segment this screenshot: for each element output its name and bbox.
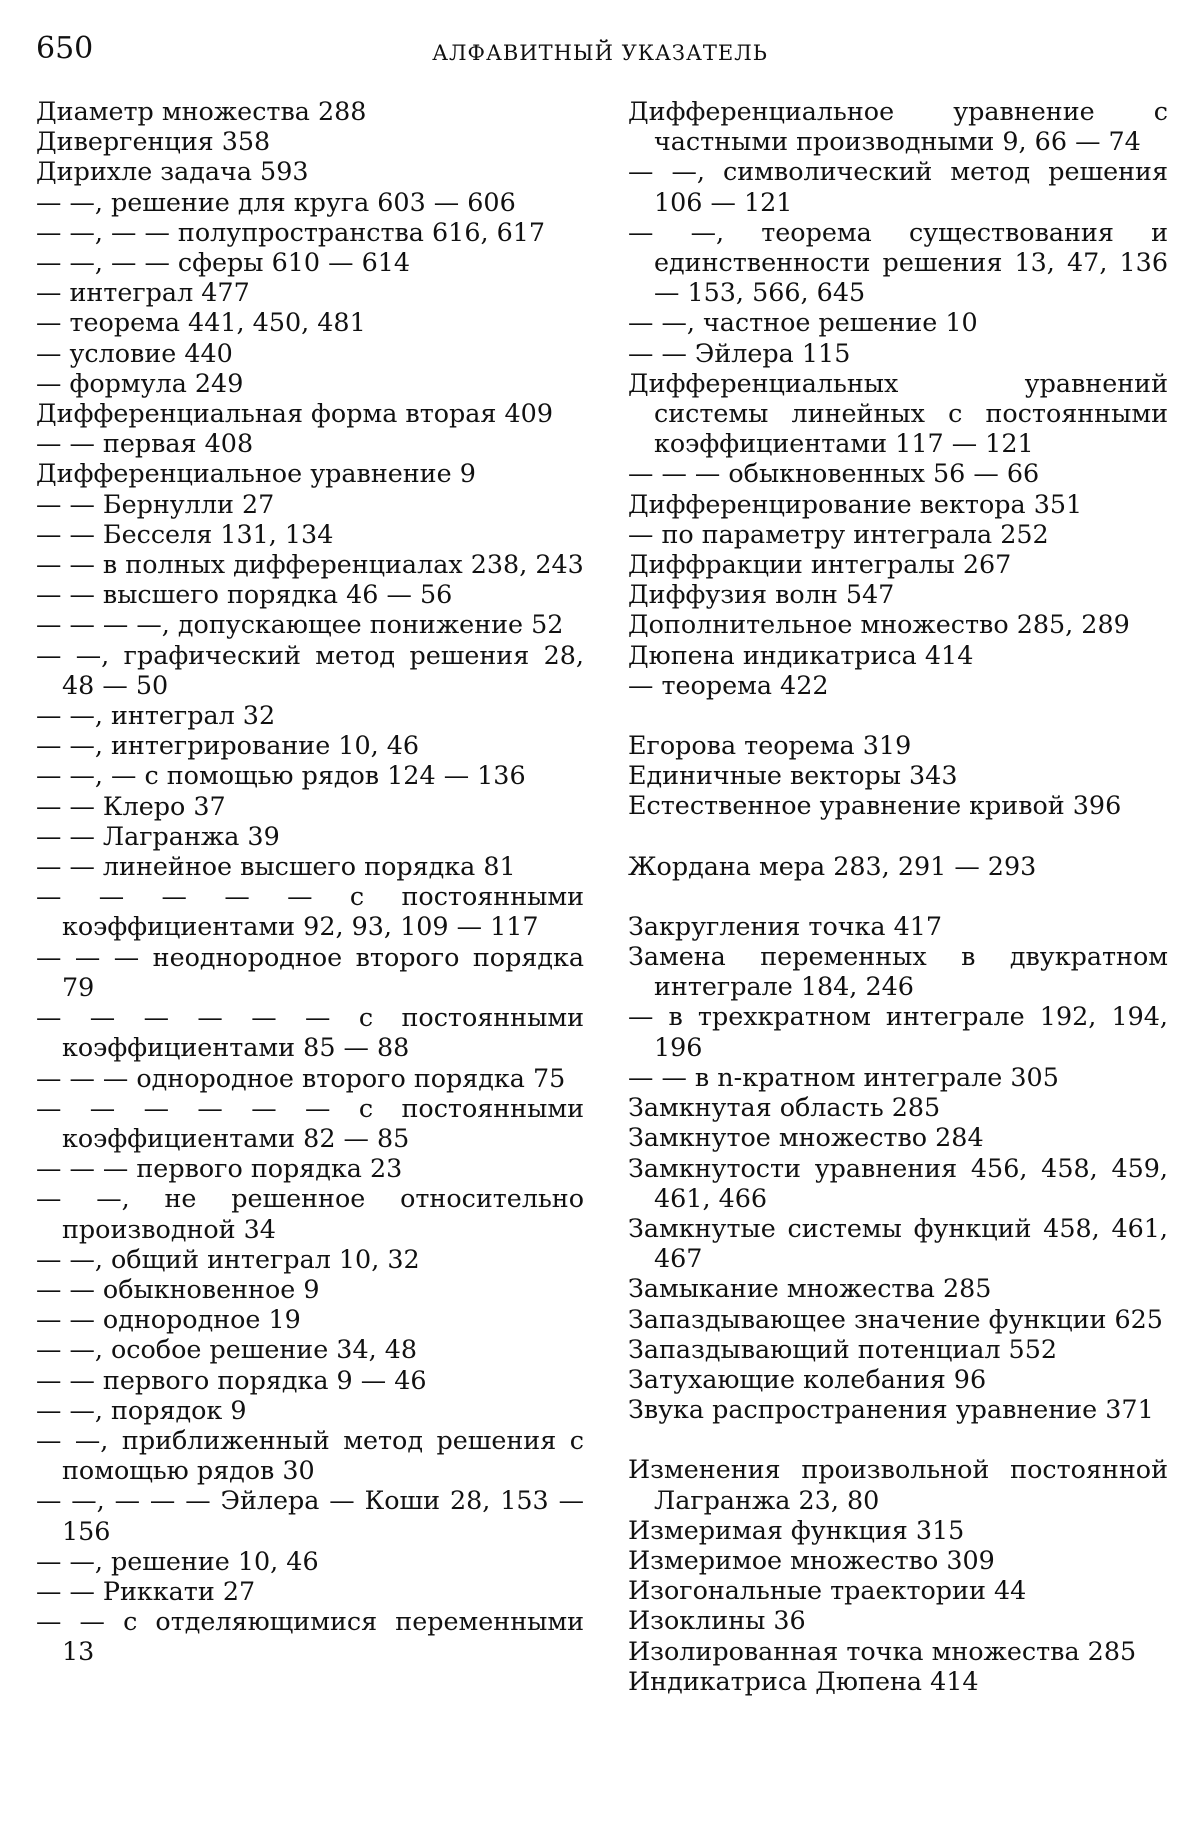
index-entry: — —, решение 10, 46 [36, 1545, 319, 1576]
index-entry: Дифференцирование вектора 351 [628, 488, 1083, 519]
index-entry: — по параметру интеграла 252 [628, 518, 1049, 549]
index-entry: — —, особое решение 34, 48 [36, 1334, 418, 1365]
group-separator [628, 821, 1168, 851]
index-entry: Изогональные траектории 44 [628, 1575, 1027, 1606]
index-entry: Дополнительное множество 285, 289 [628, 609, 1130, 640]
index-entry: — интеграл 477 [36, 277, 250, 308]
index-entry: Дифференциальная форма вторая 409 [36, 398, 553, 429]
index-entry: Дифференциальных уравнений системы линейных с постоянными коэффициентами 117 — 121 [628, 367, 1168, 459]
index-entry: — — линейное высшего порядка 81 [36, 851, 516, 882]
index-group-z [628, 911, 1168, 1424]
index-entry: — — в полных дифференциалах 238, 243 [36, 549, 584, 580]
index-entry: Изоклины 36 [628, 1605, 806, 1636]
index-entry: Дивергенция 358 [36, 126, 271, 157]
index-entry: Егорова теорема 319 [628, 730, 912, 761]
index-entry: — — — однородное второго порядка 75 [36, 1062, 566, 1093]
index-entry: — условие 440 [36, 337, 233, 368]
index-entry: Измеримая функция 315 [628, 1514, 965, 1545]
index-entry: Измеримое множество 309 [628, 1544, 995, 1575]
index-entry: Дифференциальное уравнение с частными производными 9, 66 — 74 [628, 96, 1168, 157]
index-entry: — — Бесселя 131, 134 [36, 518, 334, 549]
index-entry: — теорема 422 [628, 669, 829, 700]
index-entry: — —, общий интеграл 10, 32 [36, 1243, 420, 1274]
index-entry: — —, интегрирование 10, 46 [36, 730, 420, 761]
index-entry: — — первого порядка 9 — 46 [36, 1364, 427, 1395]
index-entry: — —, частное решение 10 [628, 307, 978, 338]
index-entry: — — Лагранжа 39 [36, 820, 280, 851]
index-entry: Естественное уравнение кривой 396 [628, 790, 1122, 821]
index-entry: — —, приближенный метод решения с помощью рядов 30 [36, 1424, 584, 1486]
index-entry: — —, графический метод решения 28, 48 — 50 [36, 639, 584, 700]
index-entry: — —, не решенное относительно производной 34 [36, 1183, 584, 1244]
index-entry: Затухающие колебания 96 [628, 1363, 987, 1394]
index-entry: Запаздывающее значение функции 625 [628, 1303, 1163, 1334]
index-entry: — — Бернулли 27 [36, 488, 275, 519]
index-entry: — — первая 408 [36, 428, 254, 459]
index-entry: Дирихле задача 593 [36, 156, 309, 187]
index-entry: — — Эйлера 115 [628, 337, 851, 368]
index-entry: Звука распространения уравнение 371 [628, 1394, 1154, 1425]
page-number: 650 [36, 31, 94, 66]
page-header [36, 26, 1164, 70]
index-entry: Замена переменных в двукратном интеграле 184, 246 [628, 941, 1168, 1002]
index-entry: — —, интеграл 32 [36, 700, 276, 731]
index-entry: Запаздывающий потенциал 552 [628, 1333, 1058, 1364]
index-entry: Замыкание множества 285 [628, 1273, 992, 1304]
index-entry: Диффузия волн 547 [628, 579, 895, 610]
index-entry: — — однородное 19 [36, 1304, 301, 1335]
index-entry: — —, порядок 9 [36, 1394, 247, 1425]
index-entry: — — обыкновенное 9 [36, 1273, 320, 1304]
index-entry: — — с отделяющимися переменными 13 [36, 1606, 584, 1667]
index-group-d [628, 96, 1168, 700]
index-entry: Диаметр множества 288 [36, 96, 367, 126]
index-entry: Диффракции интегралы 267 [628, 549, 1012, 580]
index-entry: — — высшего порядка 46 — 56 [36, 579, 453, 610]
group-separator [628, 700, 1168, 730]
index-entry: — — — неоднородное второго порядка 79 [36, 941, 584, 1002]
index-entry: — в трехкратном интеграле 192, 194, 196 [628, 1001, 1168, 1062]
index-entry: — — в n-кратном интеграле 305 [628, 1061, 1059, 1092]
group-separator [628, 881, 1168, 911]
index-entry: — — Клеро 37 [36, 790, 226, 821]
index-entry: Изолированная точка множества 285 [628, 1635, 1137, 1666]
index-entry: Жордана мера 283, 291 — 293 [628, 850, 1037, 881]
running-title: АЛФАВИТНЫЙ УКАЗАТЕЛЬ [432, 41, 768, 65]
index-entry: Изменения произвольной постоянной Лагранжа 23, 80 [628, 1454, 1168, 1515]
index-entry: — — — первого порядка 23 [36, 1153, 403, 1184]
index-entry: Замкнутые системы функций 458, 461, 467 [628, 1212, 1168, 1274]
index-entry: — —, — — — Эйлера — Коши 28, 153 — 156 [36, 1485, 584, 1546]
index-entry: Дюпена индикатриса 414 [628, 639, 974, 670]
index-entry: — —, — — сферы 610 — 614 [36, 247, 411, 278]
index-entry: — —, решение для круга 603 — 606 [36, 186, 516, 217]
index-entry: — —, — с помощью рядов 124 — 136 [36, 760, 526, 791]
index-entry: Индикатриса Дюпена 414 [628, 1665, 979, 1696]
index-entry: Закругления точка 417 [628, 910, 943, 941]
index-entry: — — — обыкновенных 56 — 66 [628, 458, 1040, 489]
index-entry: Единичные векторы 343 [628, 760, 958, 791]
index-entry: — —, символический метод решения 106 — 121 [628, 156, 1168, 217]
index-entry: — — Риккати 27 [36, 1575, 256, 1606]
group-separator [628, 1424, 1168, 1454]
index-entry: — — — — — — с постоянными коэффициентами 85 — 88 [36, 1002, 584, 1063]
index-column-right [628, 96, 1168, 1696]
index-entry: Дифференциальное уравнение 9 [36, 458, 476, 489]
index-column-left [36, 96, 584, 1667]
index-entry: — — — — — — с постоянными коэффициентами 82 — 85 [36, 1092, 584, 1153]
index-entry: Замкнутости уравнения 456, 458, 459, 461, 466 [628, 1152, 1168, 1213]
index-entry: Замкнутая область 285 [628, 1092, 941, 1123]
index-group-e [628, 730, 1168, 821]
index-entry: — формула 249 [36, 367, 244, 398]
index-group-zh [628, 851, 1168, 881]
index-entry: — теорема 441, 450, 481 [36, 307, 366, 338]
index-entry: — —, — — полупространства 616, 617 [36, 216, 546, 247]
index-entry: — — — —, допускающее понижение 52 [36, 609, 564, 640]
index-entry: — — — — — с постоянными коэффициентами 92, 93, 109 — 117 [36, 881, 584, 942]
index-group-i [628, 1454, 1168, 1696]
index-entry: Замкнутое множество 284 [628, 1122, 984, 1153]
index-entry: — —, теорема существования и единственности решения 13, 47, 136 — 153, 566, 645 [628, 216, 1168, 308]
